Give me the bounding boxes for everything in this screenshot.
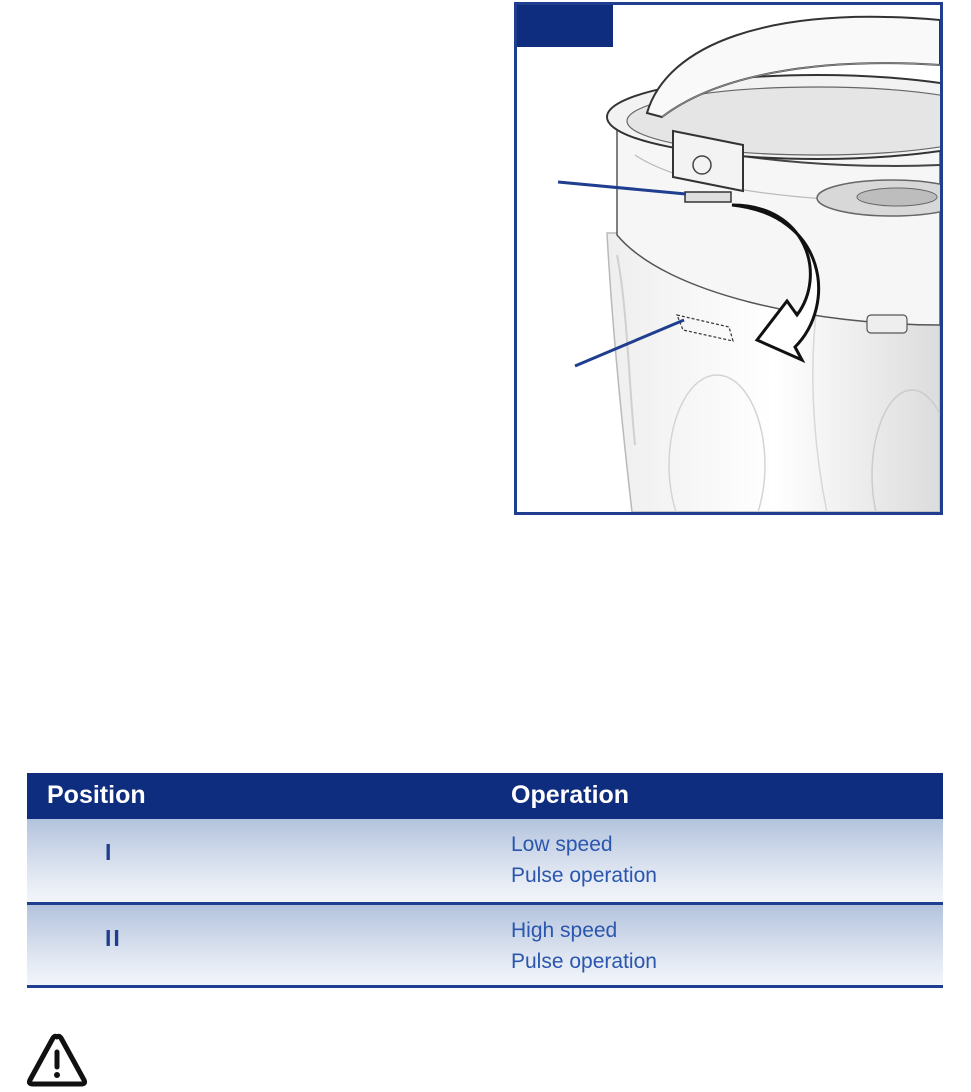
operation-line: High speed [511, 919, 618, 942]
assembly-figure [514, 2, 943, 515]
operation-line: Pulse operation [511, 864, 657, 887]
operation-value [511, 829, 657, 891]
table-row [27, 905, 943, 988]
figure-label-tab [517, 5, 613, 47]
position-value: II [105, 925, 122, 951]
position-value: I [105, 839, 114, 865]
header-operation: Operation [511, 781, 630, 809]
blender-lid-lock-illustration [517, 5, 940, 512]
speed-table [27, 773, 943, 988]
header-position: Position [47, 781, 146, 809]
table-row [27, 819, 943, 905]
warning-triangle-icon [26, 1032, 88, 1088]
table-header [27, 773, 943, 819]
operation-line: Pulse operation [511, 950, 657, 973]
operation-line: Low speed [511, 833, 613, 856]
operation-value [511, 915, 657, 977]
